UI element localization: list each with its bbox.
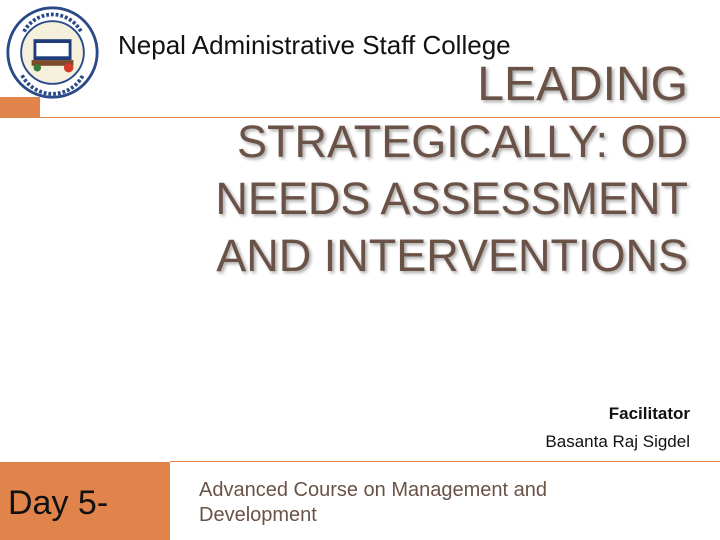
title-line: STRATEGICALLY: OD (237, 116, 688, 167)
title-line: NEEDS ASSESSMENT (215, 173, 688, 224)
divider-bottom (170, 461, 720, 462)
facilitator-label: Facilitator (608, 404, 690, 423)
day-label: Day 5- (8, 484, 109, 522)
title-line: LEADING (477, 58, 688, 111)
presentation-title (28, 56, 688, 284)
facilitator-name: Basanta Raj Sigdel (545, 432, 690, 451)
title-line: AND INTERVENTIONS (216, 230, 688, 281)
course-name: Advanced Course on Management and Development (199, 479, 548, 526)
organization-name: Nepal Administrative Staff College (118, 30, 511, 60)
